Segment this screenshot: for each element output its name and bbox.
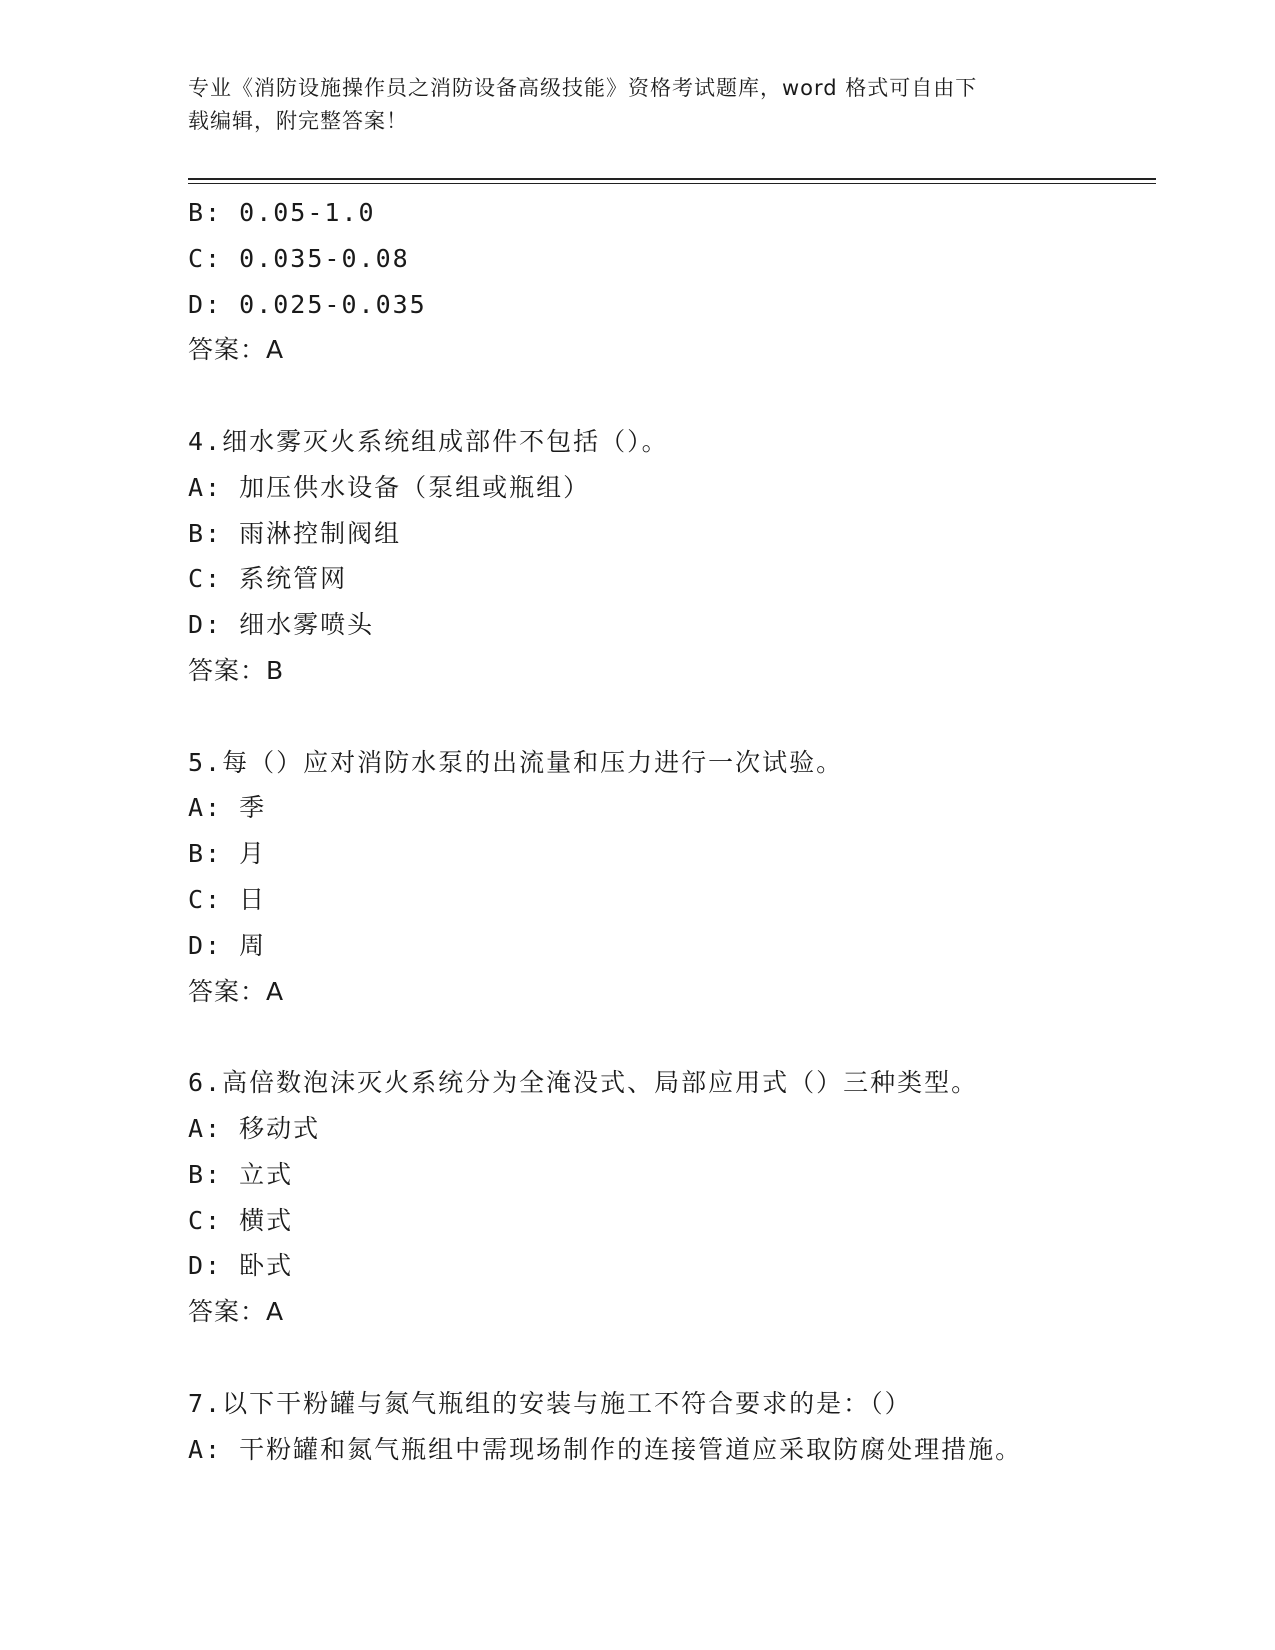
option-b: B: 立式 bbox=[188, 1159, 294, 1189]
header-line-2: 载编辑，附完整答案！ bbox=[188, 109, 408, 133]
question-6 bbox=[188, 1060, 1148, 1335]
option-b: B: 雨淋控制阀组 bbox=[188, 518, 402, 548]
option-a: A: 干粉罐和氮气瓶组中需现场制作的连接管道应采取防腐处理措施。 bbox=[188, 1434, 1023, 1464]
question-text: 4.细水雾灭火系统组成部件不包括（）。 bbox=[188, 426, 669, 456]
option-c: C: 0.035-0.08 bbox=[188, 243, 410, 273]
option-a: A: 移动式 bbox=[188, 1113, 321, 1143]
question-4 bbox=[188, 419, 1148, 694]
question-7 bbox=[188, 1381, 1148, 1473]
option-a: A: 季 bbox=[188, 793, 267, 823]
option-b: B: 月 bbox=[188, 839, 267, 869]
answer: 答案：B bbox=[188, 655, 285, 685]
question-text: 5.每（）应对消防水泵的出流量和压力进行一次试验。 bbox=[188, 747, 844, 777]
question-list bbox=[188, 190, 1148, 1472]
header-line-1: 专业《消防设施操作员之消防设备高级技能》资格考试题库，word 格式可自由下 bbox=[188, 76, 978, 100]
answer: 答案：A bbox=[188, 335, 285, 365]
header-divider-thick bbox=[188, 178, 1156, 180]
option-d: D: 卧式 bbox=[188, 1251, 294, 1281]
option-b: B: 0.05-1.0 bbox=[188, 198, 376, 227]
option-d: D: 0.025-0.035 bbox=[188, 289, 427, 319]
question-3-tail bbox=[188, 190, 1148, 373]
document-header bbox=[188, 72, 1078, 138]
option-d: D: 周 bbox=[188, 930, 267, 960]
question-text: 7.以下干粉罐与氮气瓶组的安装与施工不符合要求的是：（） bbox=[188, 1388, 912, 1418]
option-a: A: 加压供水设备（泵组或瓶组） bbox=[188, 472, 591, 502]
answer: 答案：A bbox=[188, 976, 285, 1006]
option-d: D: 细水雾喷头 bbox=[188, 610, 375, 640]
answer: 答案：A bbox=[188, 1297, 285, 1327]
option-c: C: 系统管网 bbox=[188, 564, 348, 594]
option-c: C: 日 bbox=[188, 884, 267, 914]
question-5 bbox=[188, 740, 1148, 1015]
header-divider-thin bbox=[188, 183, 1156, 184]
option-c: C: 横式 bbox=[188, 1205, 294, 1235]
question-text: 6.高倍数泡沫灭火系统分为全淹没式、局部应用式（）三种类型。 bbox=[188, 1068, 979, 1098]
